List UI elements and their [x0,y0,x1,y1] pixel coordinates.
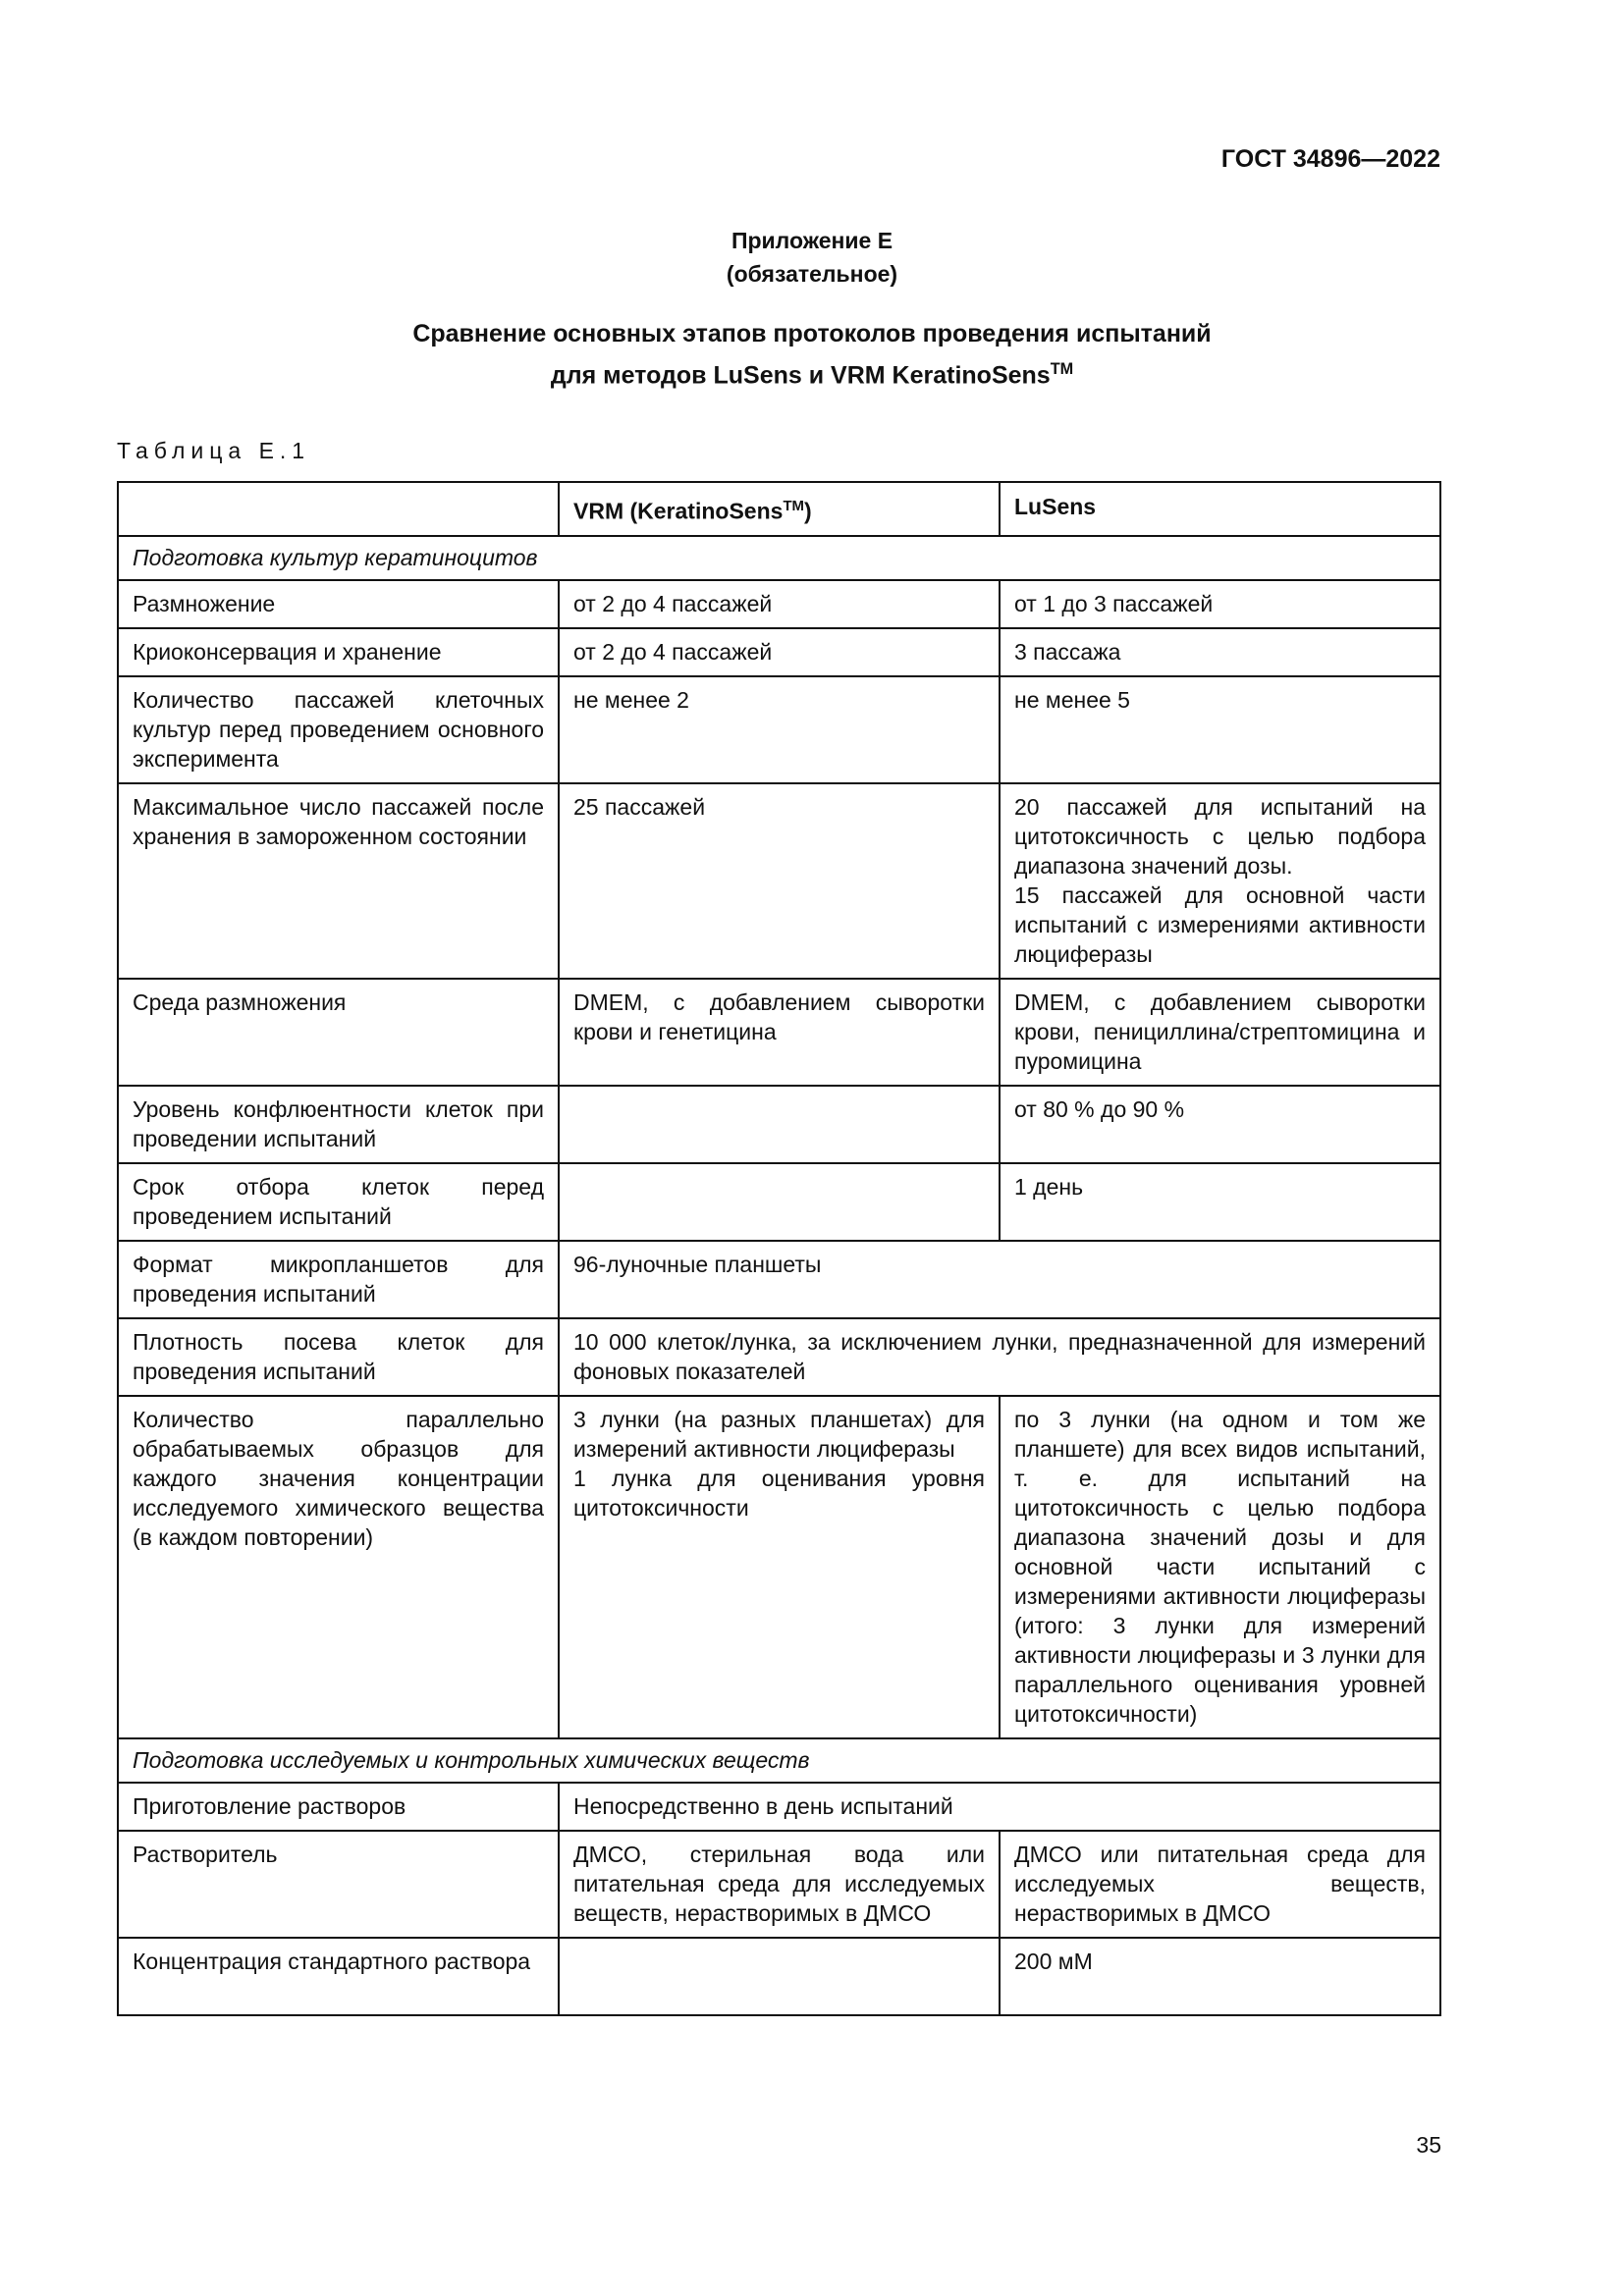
section-row [118,1738,1440,1783]
param-cell: Уровень конфлюентности клеток при проведении испытаний [118,1086,559,1163]
vrm-cell: 25 пассажей [559,783,1000,979]
lusens-cell: от 80 % до 90 % [1000,1086,1440,1163]
merged-cell: Непосредственно в день испытаний [559,1783,1440,1831]
header-empty [118,482,559,536]
table-row [118,783,1440,979]
param-cell: Срок отбора клеток перед проведением испытаний [118,1163,559,1241]
param-cell: Плотность посева клеток для проведения испытаний [118,1318,559,1396]
vrm-cell: DMEM, с добавлением сыворотки крови и генетицина [559,979,1000,1086]
table-row [118,1318,1440,1396]
param-cell: Количество параллельно обрабатываемых образцов для каждого значения концентрации исследуемого химического вещества (в каждом повторении) [118,1396,559,1738]
vrm-cell [559,1086,1000,1163]
header-vrm [559,482,1000,536]
table-row [118,1163,1440,1241]
vrm-cell: ДМСО, стерильная вода или питательная среда для исследуемых веществ, нерастворимых в ДМСО [559,1831,1000,1938]
lusens-cell: 200 мМ [1000,1938,1440,2015]
section-row [118,536,1440,580]
param-cell: Концентрация стандартного раствора [118,1938,559,2015]
lusens-cell [1000,783,1440,979]
document-title [0,316,1624,393]
table-row [118,1396,1440,1738]
annex-status: (обязательное) [726,261,898,287]
section-cell: Подготовка исследуемых и контрольных химических веществ [118,1738,1440,1783]
lusens-cell-line: 20 пассажей для испытаний на цитотоксичность с целью подбора диапазона значений дозы. [1014,793,1426,879]
table-header-row [118,482,1440,536]
lusens-cell: ДМСО или питательная среда для исследуемых веществ, нерастворимых в ДМСО [1000,1831,1440,1938]
vrm-cell: от 2 до 4 пассажей [559,580,1000,628]
table-row [118,979,1440,1086]
annex-heading [0,224,1624,291]
lusens-cell: 3 пассажа [1000,628,1440,676]
lusens-cell: по 3 лунки (на одном и том же планшете) для всех видов испытаний, т. е. для испытаний на цитотоксичность с целью подбора диапазона значений дозы и для основной части испытаний с измерениями активности люциферазы (итого: 3 лунки для измерений активности люциферазы и 3 лунки для параллельного оценивания уровней цитотоксичности) [1000,1396,1440,1738]
param-cell: Растворитель [118,1831,559,1938]
vrm-cell [559,1938,1000,2015]
table-row [118,1783,1440,1831]
title-line-2 [0,351,1624,393]
param-cell: Приготовление растворов [118,1783,559,1831]
header-vrm-close: ) [804,498,812,524]
lusens-cell: DMEM, с добавлением сыворотки крови, пенициллина/стрептомицина и пуромицина [1000,979,1440,1086]
header-vrm-text: VRM (KeratinoSens [573,498,784,524]
vrm-cell: не менее 2 [559,676,1000,783]
table-row [118,580,1440,628]
merged-cell: 10 000 клеток/лунка, за исключением лунки, предназначенной для измерений фоновых показателей [559,1318,1440,1396]
lusens-cell-line: 15 пассажей для основной части испытаний с измерениями активности люциферазы [1014,881,1426,967]
param-cell: Размножение [118,580,559,628]
annex-title: Приложение Е [731,228,893,253]
param-cell: Формат микропланшетов для проведения испытаний [118,1241,559,1318]
table-row [118,1831,1440,1938]
param-cell: Количество пассажей клеточных культур перед проведением основного эксперимента [118,676,559,783]
vrm-cell-line: 3 лунки (на разных планшетах) для измерений активности люциферазы [573,1406,985,1462]
lusens-cell: от 1 до 3 пассажей [1000,580,1440,628]
vrm-cell [559,1396,1000,1738]
param-cell: Криоконсервация и хранение [118,628,559,676]
vrm-cell-line: 1 лунка для оценивания уровня цитотоксичности [573,1465,985,1521]
trademark-sup: TM [1050,360,1074,378]
table-row [118,1938,1440,2015]
header-lusens: LuSens [1000,482,1440,536]
header-vrm-sup: TM [783,498,805,514]
comparison-table [117,481,1441,2016]
vrm-cell: от 2 до 4 пассажей [559,628,1000,676]
vrm-cell [559,1163,1000,1241]
param-cell: Максимальное число пассажей после хранения в замороженном состоянии [118,783,559,979]
table-label: Таблица Е.1 [117,438,311,463]
page-number: 35 [1416,2132,1441,2158]
merged-cell: 96-луночные планшеты [559,1241,1440,1318]
table-row [118,1241,1440,1318]
standard-number: ГОСТ 34896—2022 [1220,145,1440,173]
table-row [118,628,1440,676]
lusens-cell: 1 день [1000,1163,1440,1241]
table-row [118,1086,1440,1163]
lusens-cell: не менее 5 [1000,676,1440,783]
param-cell: Среда размножения [118,979,559,1086]
title-line-1: Сравнение основных этапов протоколов проведения испытаний [412,320,1212,347]
title-line-2-text: для методов LuSens и VRM KeratinoSens [550,361,1051,390]
table-row [118,676,1440,783]
section-cell: Подготовка культур кератиноцитов [118,536,1440,580]
